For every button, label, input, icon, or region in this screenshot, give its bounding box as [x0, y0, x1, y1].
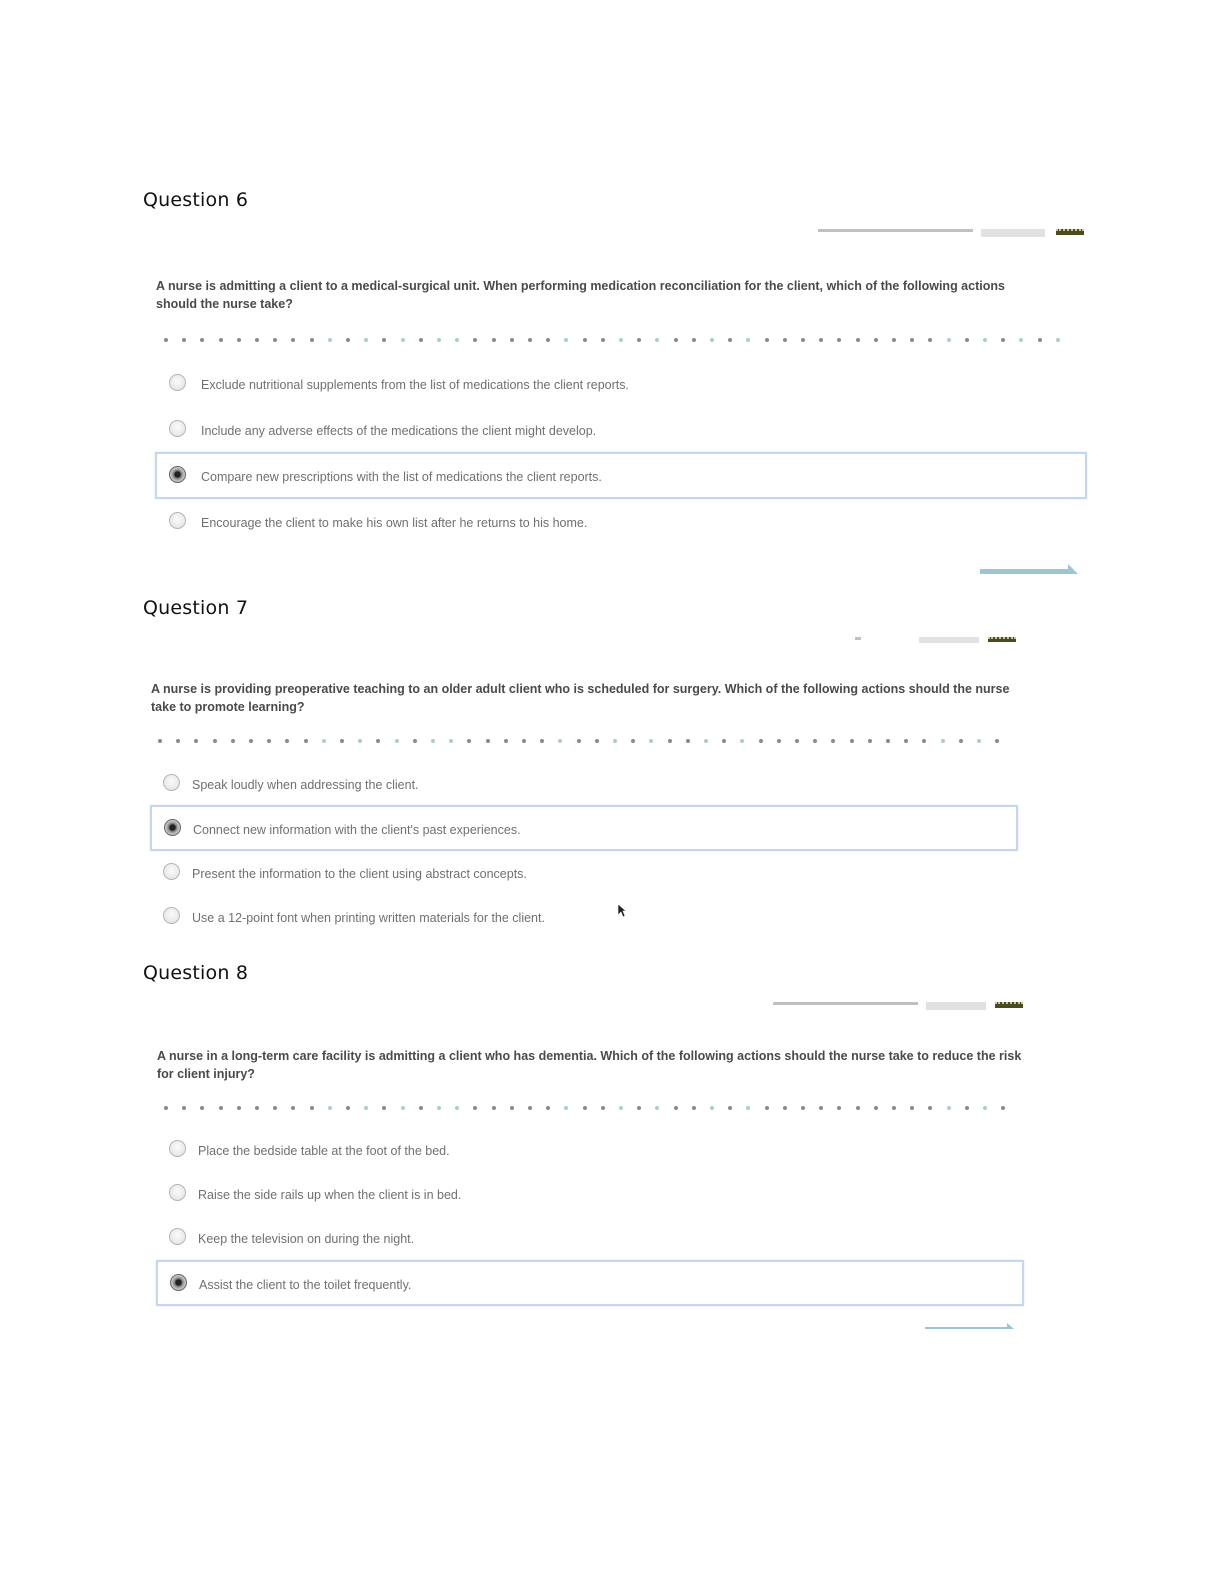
separator-dot — [401, 1106, 405, 1110]
separator-dot — [182, 338, 186, 342]
separator-dot — [850, 739, 854, 743]
radio-empty-icon[interactable] — [169, 420, 186, 437]
separator-dot — [619, 338, 623, 342]
separator-dot — [328, 338, 332, 342]
separator-dot — [874, 338, 878, 342]
separator-dot — [831, 739, 835, 743]
separator-dot — [364, 1106, 368, 1110]
radio-empty-icon[interactable] — [163, 774, 180, 791]
timer-box — [919, 637, 979, 643]
separator-dot — [801, 338, 805, 342]
question-8-timer-bar — [773, 1002, 1025, 1010]
separator-dot — [340, 739, 344, 743]
radio-empty-icon[interactable] — [169, 374, 186, 391]
separator-dot — [528, 338, 532, 342]
separator-dot — [455, 1106, 459, 1110]
separator-dot — [473, 1106, 477, 1110]
separator-dot — [813, 739, 817, 743]
separator-dot — [947, 1106, 951, 1110]
separator-dot — [728, 1106, 732, 1110]
radio-empty-icon[interactable] — [169, 1184, 186, 1201]
mouse-pointer-icon — [617, 903, 627, 919]
question-6-option-3-text: Compare new prescriptions with the list of medications the client reports. — [201, 470, 602, 484]
separator-dot — [182, 1106, 186, 1110]
separator-dot — [558, 739, 562, 743]
question-8-stem — [157, 1047, 1057, 1083]
separator-dot — [856, 338, 860, 342]
timer-text-fragment — [855, 637, 861, 640]
separator-dot — [795, 739, 799, 743]
separator-dot — [522, 739, 526, 743]
radio-empty-icon[interactable] — [163, 907, 180, 924]
question-7-option-4[interactable] — [150, 895, 1018, 939]
separator-dot — [977, 739, 981, 743]
question-6-timer-bar — [815, 229, 1085, 237]
separator-dot — [722, 739, 726, 743]
separator-dot — [910, 338, 914, 342]
separator-dot — [583, 1106, 587, 1110]
separator-dot — [783, 338, 787, 342]
separator-dot — [273, 1106, 277, 1110]
separator-dot — [546, 1106, 550, 1110]
separator-dot — [583, 338, 587, 342]
separator-dot — [382, 338, 386, 342]
separator-dot — [765, 1106, 769, 1110]
question-8-option-1[interactable] — [156, 1127, 1024, 1171]
question-6-option-1-text: Exclude nutritional supplements from the list of medications the client reports. — [201, 378, 629, 392]
separator-dot — [285, 739, 289, 743]
separator-dot — [364, 338, 368, 342]
radio-empty-icon[interactable] — [169, 1228, 186, 1245]
question-6-stem-line-2: should the nurse take? — [156, 297, 293, 311]
separator-dot — [692, 338, 696, 342]
separator-dot — [874, 1106, 878, 1110]
radio-filled-icon[interactable] — [164, 819, 181, 836]
separator-dot — [528, 1106, 532, 1110]
question-7-option-3-text: Present the information to the client using abstract concepts. — [192, 867, 527, 881]
separator-dot — [1001, 1106, 1005, 1110]
separator-dot — [965, 338, 969, 342]
question-7-stem-line-1: A nurse is providing preoperative teaching to an older adult client who is scheduled for surgery. Which of the following actions should the nurse — [151, 682, 1010, 696]
separator-dot — [346, 338, 350, 342]
separator-dot — [983, 338, 987, 342]
separator-dot — [1019, 338, 1023, 342]
timer-text-fragment — [818, 229, 973, 232]
separator-dot — [655, 1106, 659, 1110]
separator-dot — [546, 338, 550, 342]
separator-dot — [213, 739, 217, 743]
timer-box — [981, 229, 1045, 237]
radio-empty-icon[interactable] — [169, 512, 186, 529]
question-6-option-2[interactable] — [156, 407, 1086, 453]
question-6-heading: Question 6 — [143, 189, 249, 211]
separator-dot — [692, 1106, 696, 1110]
separator-dot — [637, 338, 641, 342]
separator-dot — [346, 1106, 350, 1110]
separator-dot — [674, 338, 678, 342]
separator-dot — [631, 739, 635, 743]
menu-icon[interactable] — [1056, 229, 1084, 235]
question-8-stem-line-2: for client injury? — [157, 1067, 255, 1081]
separator-dot — [540, 739, 544, 743]
radio-empty-icon[interactable] — [163, 863, 180, 880]
question-8-option-2-text: Raise the side rails up when the client is in bed. — [198, 1188, 462, 1202]
radio-filled-icon[interactable] — [169, 466, 186, 483]
separator-dot — [613, 739, 617, 743]
separator-dot — [746, 338, 750, 342]
separator-dot — [601, 338, 605, 342]
separator-dot — [819, 338, 823, 342]
separator-dot — [1056, 338, 1060, 342]
radio-empty-icon[interactable] — [169, 1140, 186, 1157]
separator-dot — [431, 739, 435, 743]
separator-dot — [158, 739, 162, 743]
separator-dot — [291, 1106, 295, 1110]
separator-dot — [892, 338, 896, 342]
question-6-option-1[interactable] — [156, 361, 1086, 407]
separator-dot — [164, 1106, 168, 1110]
separator-dot — [249, 739, 253, 743]
separator-dot — [200, 1106, 204, 1110]
menu-icon[interactable] — [995, 1002, 1023, 1008]
question-7-timer-bar — [855, 637, 1020, 645]
question-7-option-1-text: Speak loudly when addressing the client. — [192, 778, 419, 792]
separator-dot — [886, 739, 890, 743]
separator-dot — [637, 1106, 641, 1110]
separator-dot — [941, 739, 945, 743]
question-8-option-4-text: Assist the client to the toilet frequently. — [199, 1278, 412, 1292]
timer-text-fragment — [773, 1002, 918, 1005]
question-7-heading: Question 7 — [143, 597, 249, 619]
separator-dot — [492, 338, 496, 342]
question-7-dotted-separator — [158, 739, 1008, 745]
separator-dot — [176, 739, 180, 743]
question-8-option-3-text: Keep the television on during the night. — [198, 1232, 415, 1246]
separator-dot — [686, 739, 690, 743]
separator-dot — [1001, 338, 1005, 342]
radio-filled-icon[interactable] — [170, 1274, 187, 1291]
separator-dot — [740, 739, 744, 743]
separator-dot — [291, 338, 295, 342]
separator-dot — [674, 1106, 678, 1110]
question-8-stem-line-1: A nurse in a long-term care facility is admitting a client who has dementia. Which of the following actions should the nurse take to reduce the risk — [157, 1049, 1022, 1063]
separator-dot — [649, 739, 653, 743]
separator-dot — [947, 338, 951, 342]
separator-dot — [819, 1106, 823, 1110]
question-8-option-1-text: Place the bedside table at the foot of the bed. — [198, 1144, 450, 1158]
separator-dot — [237, 338, 241, 342]
separator-dot — [595, 739, 599, 743]
separator-dot — [922, 739, 926, 743]
separator-dot — [492, 1106, 496, 1110]
separator-dot — [910, 1106, 914, 1110]
arrow-right-icon[interactable] — [980, 562, 1080, 578]
question-7-stem-line-2: take to promote learning? — [151, 700, 305, 714]
question-7-option-2-text: Connect new information with the client's past experiences. — [193, 823, 521, 837]
separator-dot — [358, 739, 362, 743]
separator-dot — [401, 338, 405, 342]
question-7-option-4-text: Use a 12-point font when printing written materials for the client. — [192, 911, 545, 925]
separator-dot — [194, 739, 198, 743]
separator-dot — [704, 739, 708, 743]
separator-dot — [983, 1106, 987, 1110]
question-7-option-3[interactable] — [150, 851, 1018, 895]
separator-dot — [995, 739, 999, 743]
separator-dot — [564, 1106, 568, 1110]
separator-dot — [164, 338, 168, 342]
separator-dot — [1038, 338, 1042, 342]
separator-dot — [619, 1106, 623, 1110]
separator-dot — [219, 338, 223, 342]
separator-dot — [783, 1106, 787, 1110]
separator-dot — [328, 1106, 332, 1110]
separator-dot — [746, 1106, 750, 1110]
separator-dot — [395, 739, 399, 743]
separator-dot — [467, 739, 471, 743]
separator-dot — [273, 338, 277, 342]
question-7-option-1[interactable] — [150, 761, 1018, 805]
separator-dot — [928, 1106, 932, 1110]
separator-dot — [455, 338, 459, 342]
separator-dot — [710, 338, 714, 342]
separator-dot — [449, 739, 453, 743]
separator-dot — [601, 1106, 605, 1110]
separator-dot — [510, 1106, 514, 1110]
separator-dot — [231, 739, 235, 743]
separator-dot — [310, 338, 314, 342]
separator-dot — [473, 338, 477, 342]
separator-dot — [904, 739, 908, 743]
arrow-right-icon[interactable] — [925, 1322, 1017, 1332]
separator-dot — [413, 739, 417, 743]
separator-dot — [777, 739, 781, 743]
separator-dot — [382, 1106, 386, 1110]
question-8-heading: Question 8 — [143, 962, 249, 984]
separator-dot — [577, 739, 581, 743]
separator-dot — [267, 739, 271, 743]
timer-box — [926, 1002, 986, 1010]
question-6-option-2-text: Include any adverse effects of the medications the client might develop. — [201, 424, 597, 438]
question-6-option-4[interactable] — [156, 499, 1086, 545]
separator-dot — [237, 1106, 241, 1110]
separator-dot — [310, 1106, 314, 1110]
separator-dot — [892, 1106, 896, 1110]
separator-dot — [928, 338, 932, 342]
question-6-dotted-separator — [164, 338, 1076, 344]
question-6-stem — [156, 277, 1096, 313]
question-8-option-4[interactable] — [156, 1260, 1024, 1306]
separator-dot — [486, 739, 490, 743]
separator-dot — [510, 338, 514, 342]
separator-dot — [419, 1106, 423, 1110]
separator-dot — [200, 338, 204, 342]
separator-dot — [959, 739, 963, 743]
question-8-dotted-separator — [164, 1106, 1014, 1112]
menu-icon[interactable] — [988, 637, 1016, 642]
separator-dot — [759, 739, 763, 743]
separator-dot — [322, 739, 326, 743]
separator-dot — [868, 739, 872, 743]
separator-dot — [419, 338, 423, 342]
separator-dot — [710, 1106, 714, 1110]
separator-dot — [564, 338, 568, 342]
separator-dot — [856, 1106, 860, 1110]
separator-dot — [376, 739, 380, 743]
separator-dot — [765, 338, 769, 342]
question-8-option-3[interactable] — [156, 1215, 1024, 1259]
separator-dot — [304, 739, 308, 743]
separator-dot — [437, 338, 441, 342]
separator-dot — [437, 1106, 441, 1110]
separator-dot — [668, 739, 672, 743]
question-6-option-4-text: Encourage the client to make his own list after he returns to his home. — [201, 516, 588, 530]
separator-dot — [255, 338, 259, 342]
question-7-option-2[interactable] — [150, 805, 1018, 851]
question-8-option-2[interactable] — [156, 1171, 1024, 1215]
separator-dot — [219, 1106, 223, 1110]
question-7-stem — [151, 680, 1051, 716]
separator-dot — [801, 1106, 805, 1110]
separator-dot — [965, 1106, 969, 1110]
separator-dot — [255, 1106, 259, 1110]
question-6-option-3[interactable] — [155, 452, 1087, 499]
separator-dot — [837, 1106, 841, 1110]
separator-dot — [837, 338, 841, 342]
question-6-stem-line-1: A nurse is admitting a client to a medical-surgical unit. When performing medication reconciliation for the client, which of the following actions — [156, 279, 1005, 293]
separator-dot — [504, 739, 508, 743]
separator-dot — [655, 338, 659, 342]
separator-dot — [728, 338, 732, 342]
